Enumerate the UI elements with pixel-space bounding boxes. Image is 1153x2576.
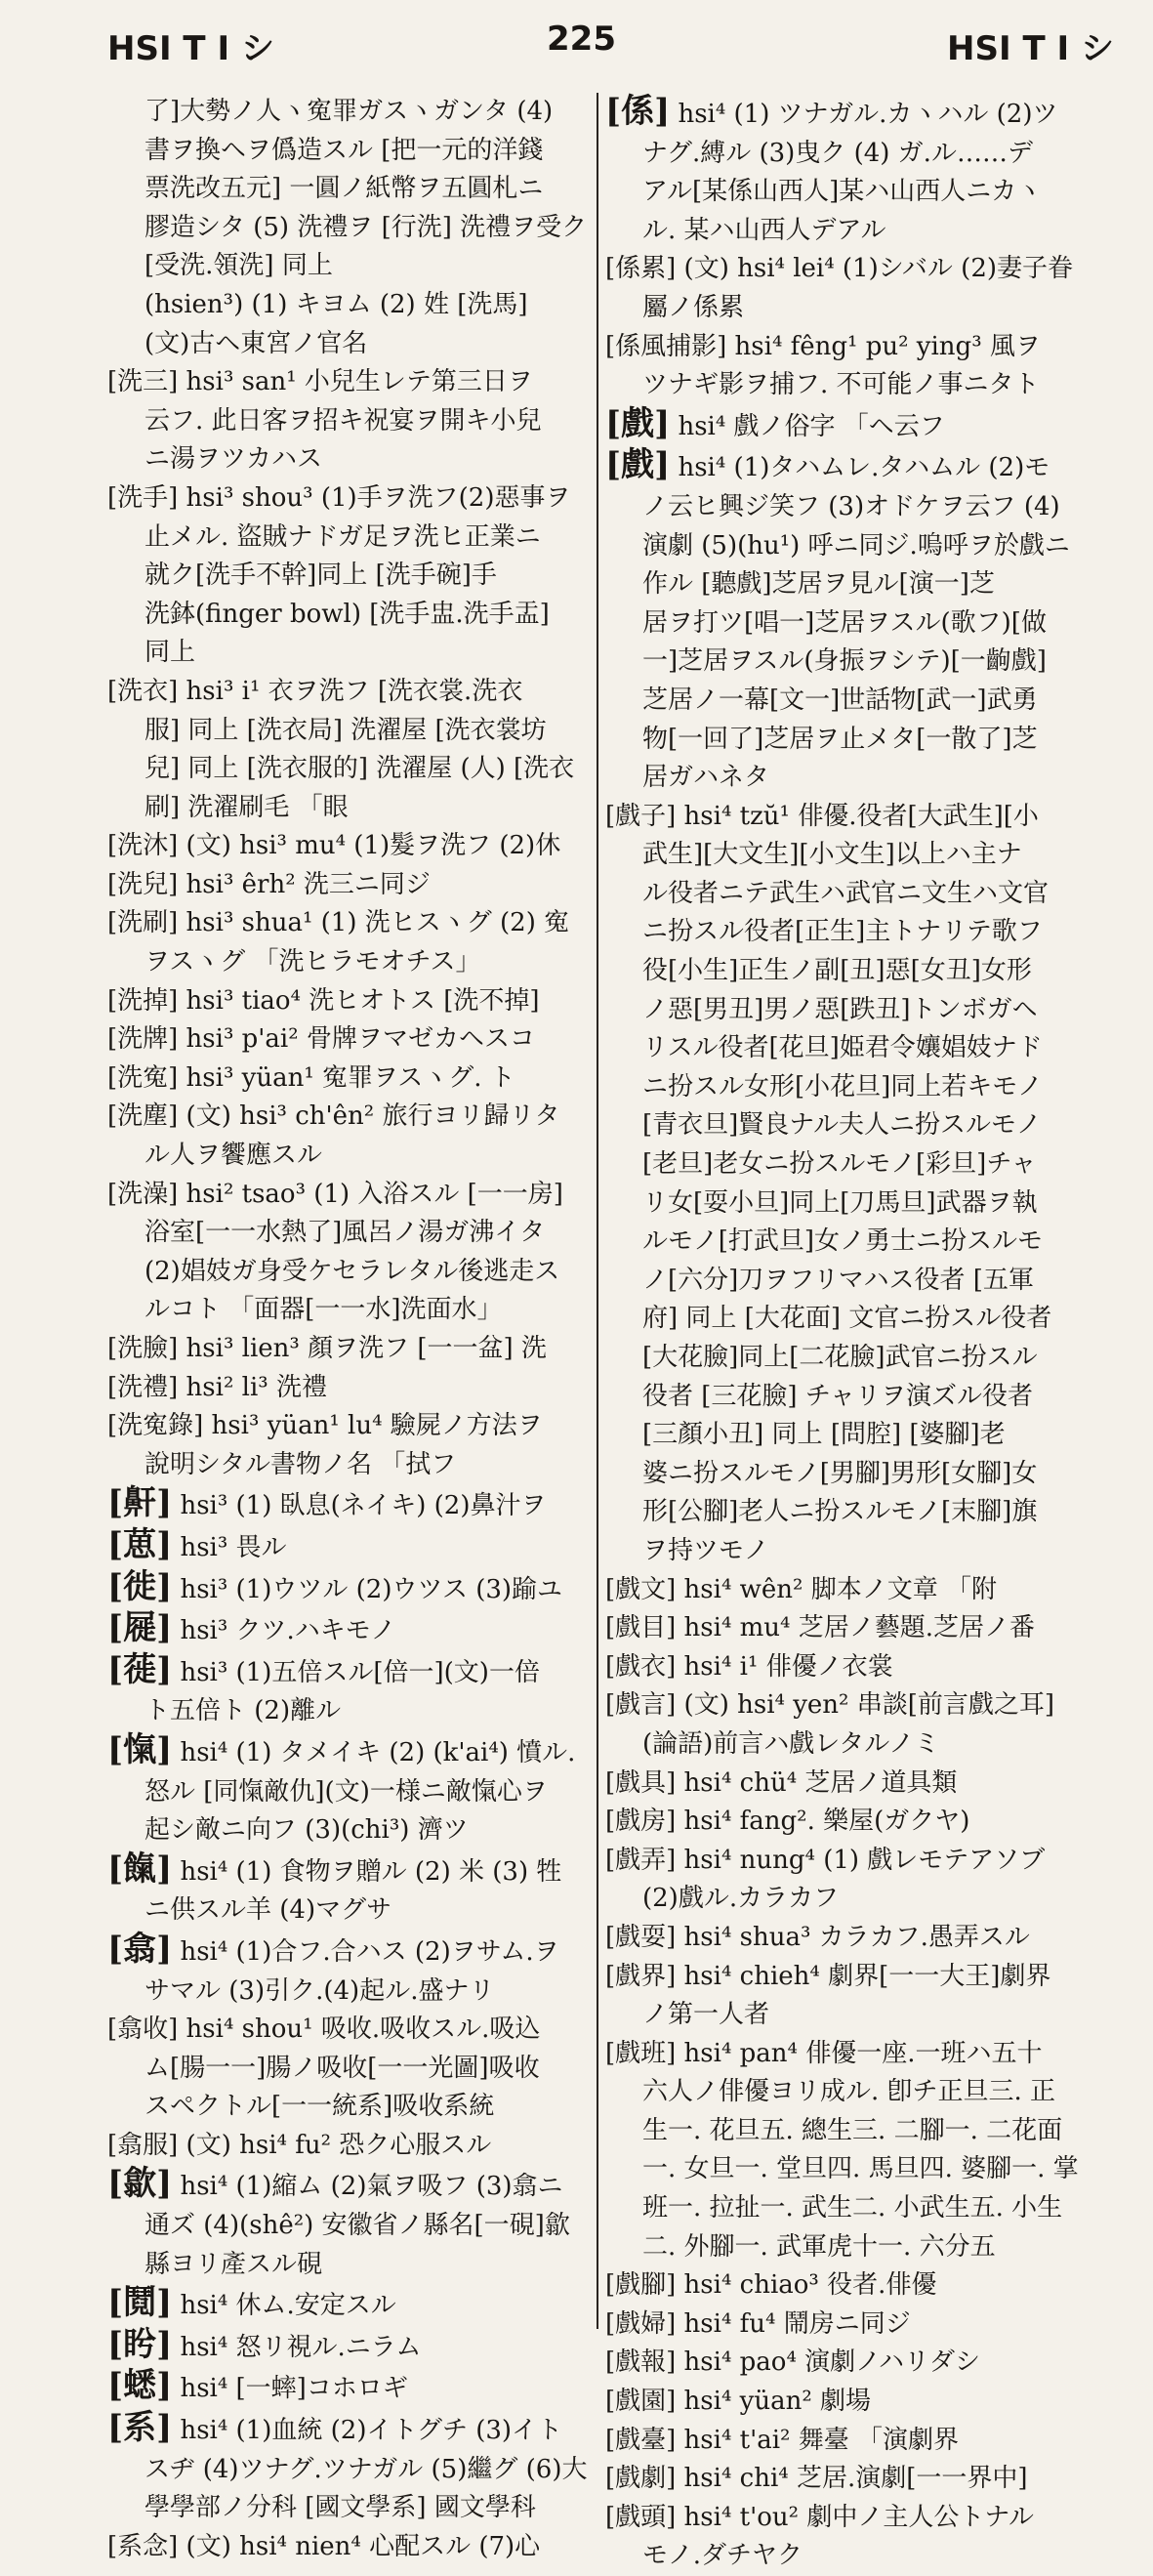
entry-continuation-line	[107, 2451, 594, 2490]
dictionary-entry-line	[605, 2460, 1123, 2499]
entry-continuation-line	[605, 682, 1123, 721]
dictionary-entry-line	[107, 2284, 594, 2326]
entry-text: 武生][大文生][小文生]以上ハ主ナ	[642, 840, 1022, 870]
entry-continuation-line	[605, 1493, 1123, 1532]
entry-text: [洗沐] (文) hsi³ mu⁴ (1)髮ヲ洗フ (2)休	[107, 831, 561, 861]
entry-text: 一]芝居ヲスル(身振ヲシテ)[一齣戲]	[642, 646, 1047, 677]
dictionary-entry-line	[605, 446, 1123, 488]
entry-continuation-line	[107, 2207, 594, 2246]
entry-continuation-line	[605, 1880, 1123, 1919]
entry-text: 云フ. 此日客ヲ招キ祝宴ヲ開キ小兒	[144, 405, 542, 436]
entry-text: 浴室[一一水熱了]風呂ノ湯ガ沸イタ	[144, 1218, 546, 1248]
entry-text: hsi⁴ (1)タハムレ.タハムル (2)モ	[670, 453, 1050, 483]
left-column	[107, 93, 594, 2561]
dictionary-entry-line	[107, 2127, 594, 2166]
entry-text: [洗臉] hsi³ lien³ 顏ヲ洗フ [一一盆] 洗	[107, 1334, 547, 1363]
entry-text: [戲耍] hsi⁴ shua³ カラカフ.愚弄スル	[605, 1922, 1030, 1952]
entry-text: [戲臺] hsi⁴ t'ai² 舞臺 「演劇界	[605, 2425, 960, 2455]
entry-continuation-line	[605, 836, 1123, 875]
entry-text: [戲文] hsi⁴ wên² 脚本ノ文章 「附	[605, 1574, 997, 1604]
entry-continuation-line	[605, 1106, 1123, 1145]
entry-continuation-line	[107, 170, 594, 209]
entry-continuation-line	[605, 289, 1123, 328]
entry-text: [洗塵] (文) hsi³ ch'ên² 旅行ヨリ歸リタ	[107, 1101, 560, 1132]
entry-text: 居ヲ打ツ[唱一]芝居ヲスル(歌フ)[做	[642, 607, 1047, 638]
entry-text: ム[腸一一]腸ノ吸收[一一光圖]吸收	[144, 2053, 540, 2083]
dictionary-entry-line	[107, 1931, 594, 1973]
entry-continuation-line	[107, 943, 594, 982]
entry-text: [受洗.領洗] 同上	[144, 251, 333, 281]
entry-text: 芝居ノ一幕[文一]世話物[武一]武勇	[642, 685, 1038, 715]
entry-text: 物[一回了]芝居ヲ止メタ[一散了]芝	[642, 724, 1038, 754]
dictionary-entry-line	[605, 1842, 1123, 1881]
dictionary-entry-line	[107, 479, 594, 519]
entry-text: 學學部ノ分科 [國文學系] 國文學科	[144, 2493, 536, 2523]
entry-text: ト五倍ト (2)離ル	[144, 1696, 342, 1726]
entry-text: ノ第一人者	[642, 2000, 770, 2030]
dictionary-entry-line	[107, 673, 594, 712]
entry-text: [戲弄] hsi⁴ nung⁴ (1) 戲レモテアソブ	[605, 1845, 1046, 1875]
entry-continuation-line	[107, 132, 594, 171]
entry-text: [洗寃錄] hsi³ yüan¹ lu⁴ 驗屍ノ方法ヲ	[107, 1411, 543, 1441]
entry-text: ヲ持ツモノ	[642, 1535, 769, 1565]
dictionary-entry-line	[107, 1059, 594, 1099]
entry-continuation-line	[107, 750, 594, 789]
entry-text: hsi³ (1) 臥息(ネイキ) (2)鼻汁ヲ	[172, 1491, 547, 1521]
dictionary-entry-line	[107, 2409, 594, 2451]
entry-text: hsi⁴ [一蟀]コホロギ	[172, 2374, 408, 2404]
entry-continuation-line	[605, 952, 1123, 991]
entry-continuation-line	[107, 596, 594, 635]
entry-text: リ女[耍小旦]同上[刀馬旦]武器ヲ執	[642, 1187, 1038, 1218]
entry-text: [洗掉] hsi³ tiao⁴ 洗ヒオトス [洗不掉]	[107, 985, 540, 1016]
entry-text: [洗牌] hsi³ p'ai² 骨牌ヲマゼカヘスコ	[107, 1024, 535, 1055]
page-number: 225	[547, 20, 616, 59]
entry-continuation-line	[605, 1725, 1123, 1765]
entry-text: [戲衣] hsi⁴ i¹ 俳優ノ衣裳	[605, 1651, 893, 1682]
running-head-left: HSI T I シ	[107, 29, 274, 68]
entry-continuation-line	[605, 1223, 1123, 1262]
entry-continuation-line	[605, 488, 1123, 527]
entry-continuation-line	[107, 1214, 594, 1253]
entry-text: 一. 女旦一. 堂旦四. 馬旦四. 婆腳一. 掌	[642, 2154, 1079, 2184]
headword-character: [蓰]	[107, 1649, 173, 1689]
entry-continuation-line	[605, 2537, 1123, 2576]
headword-character: [葸]	[107, 1524, 173, 1564]
entry-text: [戲頭] hsi⁴ t'ou² 劇中ノ主人公トナル	[605, 2502, 1035, 2532]
entry-text: スペクトル[一一統系]吸收系統	[144, 2092, 495, 2122]
dictionary-entry-line	[605, 2306, 1123, 2345]
column-divider	[597, 93, 598, 2329]
entry-text: [戲目] hsi⁴ mu⁴ 芝居ノ藝題.芝居ノ番	[605, 1613, 1035, 1643]
entry-text: スヂ (4)ツナグ.ツナガル (5)繼グ (6)大	[144, 2454, 588, 2484]
headword-character: [戲]	[605, 445, 671, 485]
entry-text: [洗手] hsi³ shou³ (1)手ヲ洗フ(2)惡事ヲ	[107, 482, 571, 513]
entry-text: 洗鉢(finger bowl) [洗手盅.洗手盂]	[144, 599, 550, 629]
entry-continuation-line	[605, 173, 1123, 212]
dictionary-entry-line	[605, 1571, 1123, 1610]
entry-text: ルモノ[打武旦]女ノ勇士ニ扮スルモ	[642, 1226, 1044, 1257]
dictionary-entry-line	[107, 1484, 594, 1526]
entry-continuation-line	[107, 1973, 594, 2012]
entry-text: [戲劇] hsi⁴ chi⁴ 芝居.演劇[一一界中]	[605, 2464, 1028, 2494]
entry-text: ノ惡[男丑]男ノ惡[跌丑]トンボガヘ	[642, 994, 1038, 1024]
entry-continuation-line	[107, 789, 594, 828]
dictionary-entry-line	[107, 1568, 594, 1610]
headword-character: [餼]	[107, 1849, 173, 1889]
dictionary-entry-line	[605, 250, 1123, 289]
entry-text: ツナギ影ヲ捕フ. 不可能ノ事ニタト	[642, 370, 1040, 400]
entry-text: (2)戲ル.カラカフ	[642, 1884, 840, 1914]
entry-text: [洗禮] hsi² li³ 洗禮	[107, 1372, 327, 1402]
dictionary-entry-line	[605, 1686, 1123, 1725]
entry-continuation-line	[107, 712, 594, 751]
dictionary-entry-line	[107, 1407, 594, 1446]
headword-character: [愾]	[107, 1729, 173, 1769]
entry-text: hsi⁴ (1)血統 (2)イトグチ (3)イト	[172, 2416, 563, 2446]
dictionary-entry-line	[107, 2367, 594, 2409]
entry-text: サマル (3)引ク.(4)起ル.盛ナリ	[144, 1975, 495, 2006]
entry-text: 票洗改五元] 一圓ノ紙幣ヲ五圓札ニ	[144, 174, 544, 204]
entry-text: [大花臉]同上[二花臉]武官ニ扮スル	[642, 1343, 1038, 1372]
entry-continuation-line	[107, 247, 594, 286]
dictionary-entry-line	[605, 1765, 1123, 1804]
entry-text: モノ.ダチヤク	[642, 2541, 803, 2571]
headword-character: [屣]	[107, 1608, 173, 1648]
entry-continuation-line	[107, 1692, 594, 1731]
entry-text: [戲班] hsi⁴ pan⁴ 俳優一座.一班ハ五十	[605, 2038, 1043, 2068]
entry-text: [戲子] hsi⁴ tzŭ¹ 俳優.役者[大武生][小	[605, 801, 1039, 831]
entry-continuation-line	[605, 1378, 1123, 1417]
dictionary-entry-line	[605, 93, 1123, 135]
dictionary-entry-line	[605, 2266, 1123, 2306]
entry-text: 役[小生]正生ノ副[丑]惡[女丑]女形	[642, 956, 1032, 986]
entry-text: 生一. 花旦五. 總生三. 二腳一. 二花面	[642, 2115, 1063, 2145]
entry-text: [洗兒] hsi³ êrh² 洗三ニ同ジ	[107, 869, 431, 899]
dictionary-entry-line	[107, 2528, 594, 2567]
dictionary-entry-line	[107, 1020, 594, 1059]
entry-text: [戲具] hsi⁴ chü⁴ 芝居ノ道具類	[605, 1767, 958, 1798]
entry-text: hsi⁴ 戲ノ俗字 「ヘ云フ	[670, 411, 945, 441]
entry-continuation-line	[107, 209, 594, 248]
entry-continuation-line	[605, 759, 1123, 798]
entry-text: [三顏小丑] 同上 [問腔] [婆腳]老	[642, 1420, 1006, 1450]
entry-continuation-line	[107, 93, 594, 132]
dictionary-entry-line	[605, 1803, 1123, 1842]
dictionary-entry-line	[107, 827, 594, 866]
dictionary-entry-line	[107, 866, 594, 905]
dictionary-entry-line	[107, 363, 594, 402]
dictionary-entry-line	[107, 1651, 594, 1693]
entry-continuation-line	[107, 1253, 594, 1292]
dictionary-entry-line	[605, 2344, 1123, 2383]
entry-continuation-line	[605, 1145, 1123, 1184]
running-head-right: HSI T I シ	[947, 29, 1114, 68]
entry-text: リスル役者[花旦]姫君令孃娼妓ナド	[642, 1033, 1043, 1063]
headword-character: [戲]	[605, 403, 671, 443]
dictionary-entry-line	[605, 1919, 1123, 1958]
entry-text: ノ[六分]刀ヲフリマハス役者 [五軍	[642, 1265, 1034, 1295]
entry-text: [洗寃] hsi³ yüan¹ 寃罪ヲスヽグ. ト	[107, 1062, 515, 1093]
entry-continuation-line	[107, 402, 594, 441]
entry-continuation-line	[605, 366, 1123, 405]
entry-continuation-line	[605, 875, 1123, 914]
entry-text: 屬ノ係累	[642, 292, 745, 322]
entry-continuation-line	[605, 527, 1123, 566]
headword-character: [系]	[107, 2408, 173, 2448]
entry-text: 六人ノ俳優ヨリ成ル. 卽チ正旦三. 正	[642, 2077, 1056, 2107]
dictionary-entry-line	[107, 1526, 594, 1568]
entry-continuation-line	[605, 2073, 1123, 2112]
dictionary-entry-line	[107, 1609, 594, 1651]
entry-text: ル人ヲ饗應スル	[144, 1141, 323, 1171]
entry-text: [戲房] hsi⁴ fang². 樂屋(ガクヤ)	[605, 1807, 970, 1837]
entry-text: [戲報] hsi⁴ pao⁴ 演劇ノハリダシ	[605, 2347, 981, 2378]
entry-text: ニ扮スル役者[正生]主トナリテ歌フ	[642, 917, 1043, 947]
entry-continuation-line	[107, 286, 594, 325]
entry-text: hsi⁴ (1)縮ム (2)氣ヲ吸フ (3)翕ニ	[172, 2172, 563, 2202]
entry-continuation-line	[107, 440, 594, 479]
entry-text: 府] 同上 [大花面] 文官ニ扮スル役者	[642, 1304, 1052, 1334]
entry-text: [洗澡] hsi² tsao³ (1) 入浴スル [一一房]	[107, 1179, 563, 1209]
entry-text: ルコト 「面器[一一水]洗面水」	[144, 1295, 503, 1325]
right-column	[605, 92, 1123, 2571]
entry-text: 兒] 同上 [洗衣服的] 洗濯屋 (人) [洗衣	[144, 754, 575, 784]
entry-text: ノ云ヒ興ジ笑フ (3)オドケヲ云フ (4)	[642, 491, 1060, 521]
entry-text: ル役者ニテ武生ハ武官ニ文生ハ文官	[642, 878, 1050, 908]
page-header	[0, 0, 1153, 78]
entry-text: ヲスヽグ 「洗ヒラモオチス」	[144, 947, 481, 977]
entry-text: hsi⁴ (1) 食物ヲ贈ル (2) 米 (3) 牲	[172, 1856, 562, 1887]
entry-text: hsi⁴ 怒リ視ル.ニラム	[172, 2332, 422, 2362]
entry-continuation-line	[107, 1773, 594, 1812]
dictionary-entry-line	[605, 2499, 1123, 2538]
dictionary-entry-line	[605, 1958, 1123, 1997]
entry-continuation-line	[605, 1532, 1123, 1571]
entry-continuation-line	[107, 2088, 594, 2127]
entry-continuation-line	[107, 1291, 594, 1330]
entry-text: hsi⁴ (1)合フ.合ハス (2)ヲサム.ヲ	[172, 1936, 559, 1967]
dictionary-entry-line	[107, 982, 594, 1021]
headword-character: [徙]	[107, 1566, 173, 1606]
entry-continuation-line	[605, 1068, 1123, 1107]
entry-text: hsi⁴ (1) ツナガル.カヽハル (2)ツ	[670, 100, 1058, 129]
entry-text: [青衣旦]賢良ナル夫人ニ扮スルモノ	[642, 1110, 1042, 1141]
entry-text: [戲界] hsi⁴ chieh⁴ 劇界[一一大王]劇界	[605, 1961, 1051, 1991]
entry-text: (文)古ヘ東宮ノ官名	[144, 328, 368, 358]
entry-text: 止メル. 盜賊ナドガ足ヲ洗ヒ正業ニ	[144, 521, 541, 552]
entry-text: hsi³ (1)五倍スル[倍一](文)一倍	[172, 1657, 540, 1687]
headword-character: [係]	[605, 92, 671, 131]
entry-continuation-line	[605, 1300, 1123, 1339]
entry-text: 了]大勢ノ人ヽ寃罪ガスヽガンタ (4)	[144, 97, 554, 126]
headword-character: [歙]	[107, 2164, 173, 2204]
entry-text: [翕收] hsi⁴ shou¹ 吸收.吸收スル.吸込	[107, 2015, 541, 2045]
entry-continuation-line	[107, 634, 594, 673]
entry-continuation-line	[605, 721, 1123, 760]
entry-continuation-line	[605, 212, 1123, 251]
entry-continuation-line	[605, 2112, 1123, 2151]
dictionary-entry-line	[107, 2011, 594, 2050]
entry-continuation-line	[605, 604, 1123, 644]
entry-continuation-line	[107, 1891, 594, 1931]
entry-continuation-line	[605, 991, 1123, 1030]
entry-text: アル[某係山西人]某ハ山西人ニカヽ	[642, 177, 1043, 207]
entry-text: 就ク[洗手不幹]同上 [洗手碗]手	[144, 561, 497, 591]
entry-continuation-line	[107, 519, 594, 558]
dictionary-entry-line	[605, 2383, 1123, 2422]
entry-text: (hsien³) (1) キヨム (2) 姓 [洗馬]	[144, 289, 528, 319]
entry-continuation-line	[605, 1996, 1123, 2035]
entry-text: 演劇 (5)(hu¹) 呼ニ同ジ.嗚呼ヲ於戲ニ	[642, 530, 1070, 561]
entry-continuation-line	[605, 1184, 1123, 1224]
entry-text: 居ガハネタ	[642, 763, 770, 793]
dictionary-entry-line	[107, 904, 594, 943]
entry-text: hsi⁴ 休ム.安定スル	[172, 2291, 396, 2321]
entry-text: [係累] (文) hsi⁴ lei⁴ (1)シバル (2)妻子眷	[605, 254, 1074, 284]
entry-continuation-line	[605, 1339, 1123, 1378]
entry-text: ニ湯ヲツカハス	[144, 444, 323, 475]
entry-text: (2)娼妓ガ身受ケセラレタル後逃走ス	[144, 1256, 560, 1286]
dictionary-entry-line	[605, 405, 1123, 447]
headword-character: [盻]	[107, 2324, 173, 2364]
entry-text: 怒ル [同愾敵仇](文)一様ニ敵愾心ヲ	[144, 1776, 548, 1807]
dictionary-entry-line	[605, 798, 1123, 837]
dictionary-entry-line	[107, 2165, 594, 2207]
entry-text: [老旦]老女ニ扮スルモノ[彩旦]チャ	[642, 1149, 1037, 1180]
entry-text: ニ扮スル女形[小花旦]同上若キモノ	[642, 1071, 1044, 1101]
entry-text: [戲婦] hsi⁴ fu⁴ 鬧房ニ同ジ	[605, 2308, 911, 2339]
dictionary-entry-line	[605, 2035, 1123, 2074]
dictionary-entry-line	[605, 1648, 1123, 1687]
entry-text: [洗三] hsi³ san¹ 小兒生レテ第三日ヲ	[107, 367, 533, 397]
entry-continuation-line	[605, 913, 1123, 952]
entry-continuation-line	[107, 1446, 594, 1485]
entry-text: ニ供スル羊 (4)マグサ	[144, 1895, 392, 1926]
entry-text: [翕服] (文) hsi⁴ fu² 恐ク心服スル	[107, 2130, 492, 2160]
entry-continuation-line	[107, 1137, 594, 1176]
entry-continuation-line	[107, 2050, 594, 2089]
headword-character: [鬩]	[107, 2283, 173, 2323]
entry-continuation-line	[605, 643, 1123, 682]
entry-text: 刷] 洗濯刷毛 「眼	[144, 792, 349, 822]
dictionary-entry-line	[107, 1731, 594, 1773]
headword-character: [翕]	[107, 1929, 173, 1969]
entry-text: 縣ヨリ產スル硯	[144, 2249, 323, 2279]
entry-continuation-line	[605, 1416, 1123, 1455]
entry-text: 通ズ (4)(shê²) 安徽省ノ縣名[一硯]歙	[144, 2211, 570, 2241]
entry-text: [戲言] (文) hsi⁴ yen² 串談[前言戲之耳]	[605, 1690, 1054, 1721]
entry-text: hsi⁴ (1) タメイキ (2) (k'ai⁴) 憤ル.	[172, 1737, 576, 1767]
dictionary-entry-line	[107, 1369, 594, 1408]
entry-text: [戲腳] hsi⁴ chiao³ 役者.俳優	[605, 2270, 937, 2301]
entry-continuation-line	[107, 2246, 594, 2285]
dictionary-entry-line	[605, 1609, 1123, 1648]
entry-continuation-line	[605, 565, 1123, 604]
dictionary-entry-line	[107, 1176, 594, 1215]
entry-continuation-line	[605, 2228, 1123, 2267]
entry-text: 形[公腳]老人ニ扮スルモノ[末腳]旗	[642, 1497, 1038, 1527]
dictionary-entry-line	[107, 2326, 594, 2368]
dictionary-entry-line	[605, 2422, 1123, 2461]
headword-character: [蟋]	[107, 2366, 173, 2406]
entry-continuation-line	[107, 2489, 594, 2528]
entry-text: [系念] (文) hsi⁴ nien⁴ 心配スル (7)心	[107, 2531, 541, 2561]
entry-text: hsi³ 畏ル	[172, 1532, 287, 1562]
entry-text: ナグ.縛ル (3)曳ク (4) ガ.ル……デ	[642, 138, 1033, 168]
entry-text: [係風捕影] hsi⁴ fêng¹ pu² ying³ 風ヲ	[605, 331, 1041, 361]
entry-text: 服] 同上 [洗衣局] 洗濯屋 [洗衣裳坊	[144, 715, 547, 745]
dictionary-entry-line	[605, 328, 1123, 367]
entry-continuation-line	[605, 1455, 1123, 1494]
entry-text: [戲園] hsi⁴ yüan² 劇場	[605, 2387, 872, 2417]
entry-text: ル. 某ハ山西人デアル	[642, 215, 886, 245]
dictionary-entry-line	[107, 1330, 594, 1369]
dictionary-entry-line	[107, 1098, 594, 1137]
entry-continuation-line	[605, 1262, 1123, 1301]
entry-text: 二. 外腳一. 武軍虎十一. 六分五	[642, 2231, 996, 2262]
entry-text: [洗刷] hsi³ shua¹ (1) 洗ヒスヽグ (2) 寃	[107, 908, 570, 938]
headword-character: [鼾]	[107, 1483, 173, 1523]
entry-text: [洗衣] hsi³ i¹ 衣ヲ洗フ [洗衣裳.洗衣	[107, 676, 523, 706]
entry-text: 起シ敵ニ向フ (3)(chi³) 濟ツ	[144, 1815, 469, 1846]
entry-continuation-line	[107, 557, 594, 596]
entry-continuation-line	[605, 135, 1123, 174]
entry-text: hsi³ クツ.ハキモノ	[172, 1616, 396, 1646]
entry-text: hsi³ (1)ウツル (2)ウツス (3)踰ユ	[172, 1574, 563, 1604]
entry-continuation-line	[107, 325, 594, 364]
entry-text: 役者 [三花臉] チャリヲ演ズル役者	[642, 1381, 1034, 1411]
entry-continuation-line	[605, 1029, 1123, 1068]
entry-continuation-line	[107, 1811, 594, 1850]
entry-text: (論語)前言ハ戲レタルノミ	[642, 1728, 940, 1759]
entry-text: 說明シタル書物ノ名 「拭フ	[144, 1449, 457, 1479]
entry-continuation-line	[605, 2150, 1123, 2189]
entry-continuation-line	[605, 2189, 1123, 2228]
dictionary-entry-line	[107, 1850, 594, 1892]
entry-text: 婆ニ扮スルモノ[男腳]男形[女腳]女	[642, 1458, 1038, 1488]
entry-text: 同上	[144, 638, 196, 668]
entry-text: 書ヲ換ヘヲ僞造スル [把一元的洋錢	[144, 135, 544, 165]
entry-text: 班一. 拉扯一. 武生二. 小武生五. 小生	[642, 2193, 1063, 2223]
entry-text: 作ル [聽戲]芝居ヲ見ル[演一]芝	[642, 569, 995, 600]
entry-text: 膠造シタ (5) 洗禮ヲ [行洗] 洗禮ヲ受ク	[144, 212, 588, 242]
